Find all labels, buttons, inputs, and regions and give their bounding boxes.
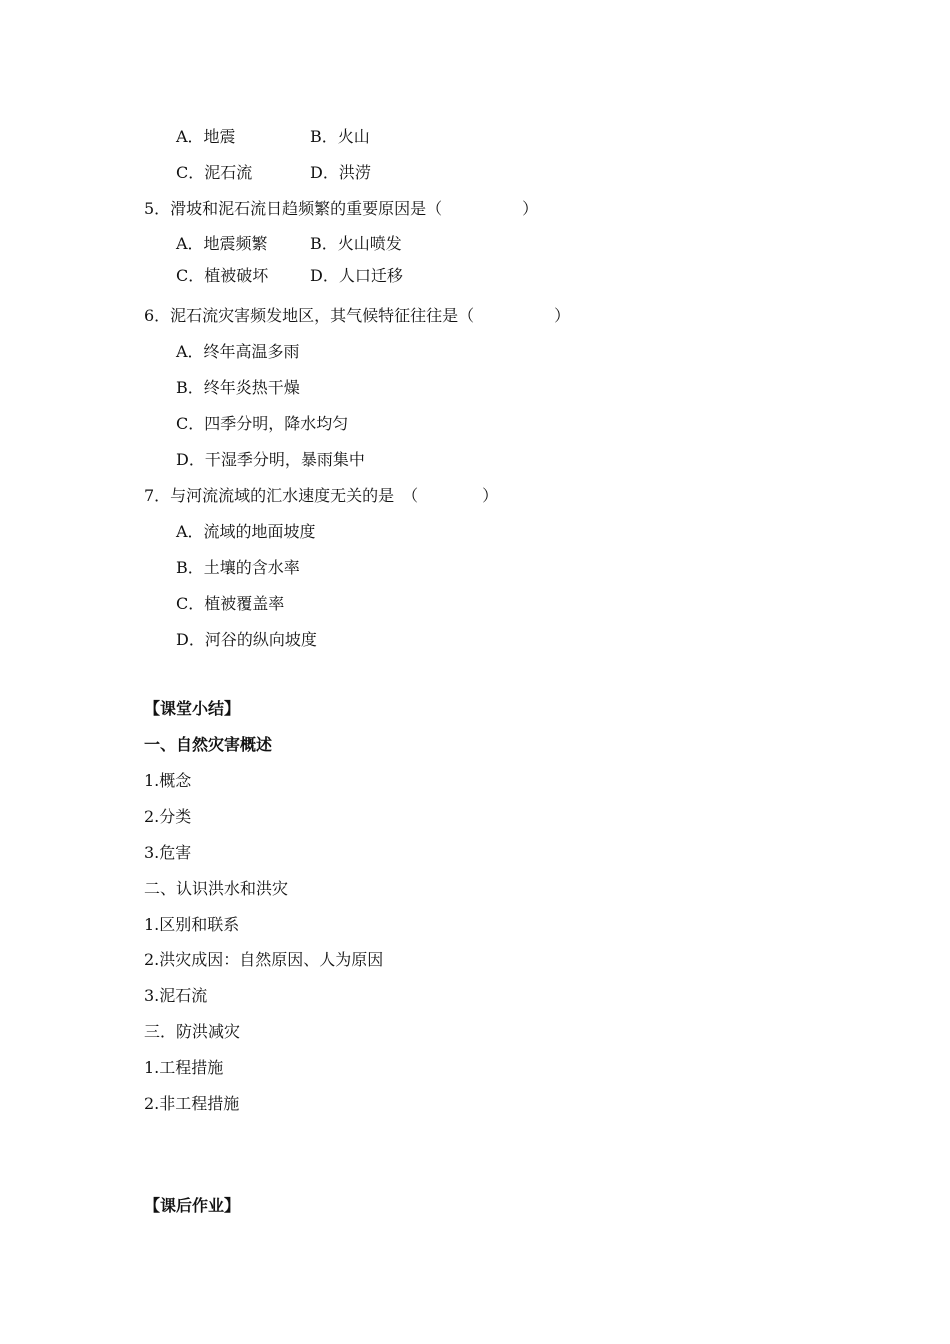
summary-s2-item: 2.洪灾成因：自然原因、人为原因 <box>144 950 384 969</box>
summary-section-3: 三．防洪减灾 <box>144 1022 241 1041</box>
q5-options-row-1 <box>176 234 402 254</box>
q7-option-c: C．植被覆盖率 <box>176 594 285 613</box>
q6-option-d: D．干湿季分明，暴雨集中 <box>176 450 365 469</box>
q6-option-a: A．终年高温多雨 <box>176 342 300 361</box>
q6-option-c: C．四季分明，降水均匀 <box>176 414 349 433</box>
summary-s1-item: 3.危害 <box>144 843 192 862</box>
q5-option-b: B．火山喷发 <box>310 234 402 253</box>
homework-heading: 【课后作业】 <box>144 1196 241 1215</box>
q6-stem: 6．泥石流灾害频发地区，其气候特征往往是（ ） <box>144 306 571 325</box>
q7-option-b: B．土壤的含水率 <box>176 558 300 577</box>
q6-option-b: B．终年炎热干燥 <box>176 378 300 397</box>
q5-option-d: D．人口迁移 <box>310 266 403 285</box>
summary-s2-item: 1.区别和联系 <box>144 915 240 934</box>
summary-heading: 【课堂小结】 <box>144 699 241 718</box>
summary-section-1: 一、自然灾害概述 <box>144 735 273 754</box>
q4-options-row-1 <box>176 127 370 147</box>
summary-s3-item: 2.非工程措施 <box>144 1094 240 1113</box>
summary-s2-item: 3.泥石流 <box>144 986 208 1005</box>
summary-s1-item: 2.分类 <box>144 807 192 826</box>
q4-option-d: D．洪涝 <box>310 163 371 182</box>
q4-option-a: A．地震 <box>176 127 236 146</box>
q7-option-d: D．河谷的纵向坡度 <box>176 630 317 649</box>
q7-stem: 7．与河流流域的汇水速度无关的是 （ ） <box>144 486 499 505</box>
q7-option-a: A．流域的地面坡度 <box>176 522 316 541</box>
summary-s3-item: 1.工程措施 <box>144 1058 224 1077</box>
q5-option-a: A．地震频繁 <box>176 234 268 253</box>
q5-options-row-2 <box>176 266 403 286</box>
q4-option-c: C．泥石流 <box>176 163 253 182</box>
q5-option-c: C．植被破坏 <box>176 266 269 285</box>
summary-s1-item: 1.概念 <box>144 771 192 790</box>
q4-option-b: B．火山 <box>310 127 370 146</box>
q5-stem: 5．滑坡和泥石流日趋频繁的重要原因是（ ） <box>144 199 539 218</box>
q4-options-row-2 <box>176 163 371 183</box>
summary-section-2: 二、认识洪水和洪灾 <box>144 879 289 898</box>
